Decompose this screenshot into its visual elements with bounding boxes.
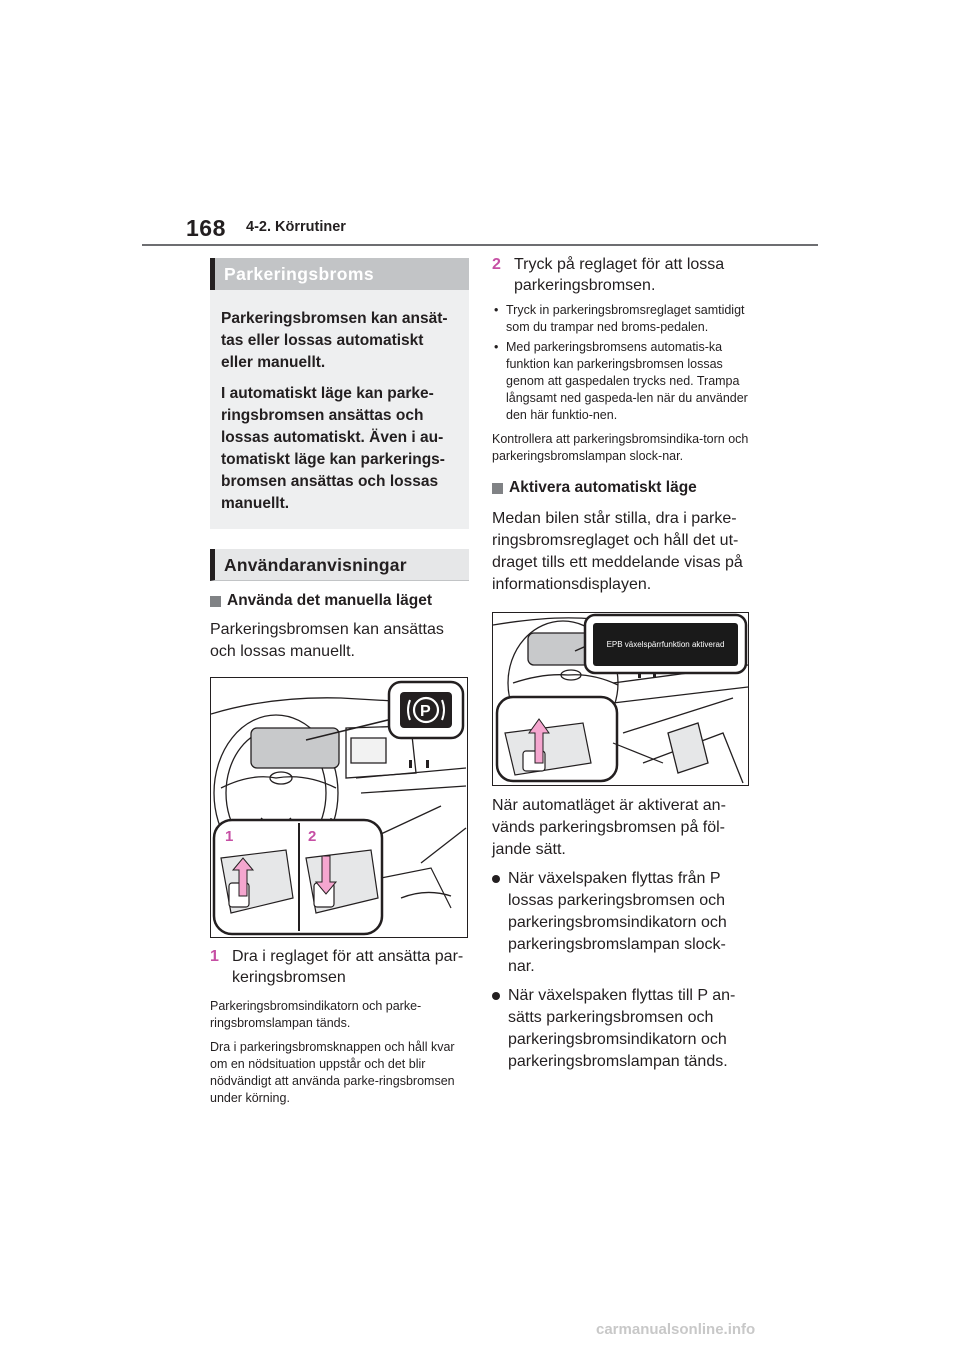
auto-mode-text: Medan bilen står stilla, dra i parke-ringsbromsreglaget och håll det ut-draget tills ett meddelande visas på informationsdisplayen. [492, 510, 743, 593]
step-2 [492, 254, 750, 296]
point-1-text: När växelspaken flyttas från P lossas parkeringsbromsen och parkeringsbromsindikatorn och parkeringsbromslampan slock-nar. [508, 870, 727, 975]
after-text: När automatläget är aktiverat an-vänds parkeringsbromsen på föl-jande sätt. [492, 797, 726, 858]
step-1 [210, 946, 469, 988]
figure-label-2: 2 [308, 828, 317, 845]
left-column [210, 258, 469, 1107]
intro-paragraph-1: Parkeringsbromsen kan ansät-tas eller lossas automatiskt eller manuellt. [221, 310, 448, 371]
manual-mode-text: Parkeringsbromsen kan ansättas och lossas manuellt. [210, 621, 444, 660]
parking-brake-title-bar [210, 258, 469, 290]
figure-label-1: 1 [225, 828, 234, 845]
bullet-1: • Tryck in parkeringsbromsreglaget samtidigt som du trampar ned broms-pedalen. [492, 302, 750, 336]
section-heading: 4-2. Körrutiner [246, 219, 346, 235]
manual-mode-heading [210, 591, 469, 611]
info-display-message: EPB växelspärrfunktion aktiverad [606, 640, 725, 649]
auto-mode-heading [492, 478, 750, 498]
point-2 [492, 985, 750, 1073]
step-2-number: 2 [492, 256, 501, 273]
bullet-dot-icon [492, 992, 500, 1000]
step-1-text: Dra i reglaget för att ansätta par-keringsbromsen [232, 948, 464, 986]
page-number: 168 [186, 215, 226, 241]
intro-paragraph-2: I automatiskt läge kan parke-ringsbromsen ansättas och lossas automatiskt. Även i au-tomatiskt läge kan parkerings-bromsen ansättas och lossas manuellt. [221, 385, 445, 512]
header-rule [142, 244, 818, 246]
manual-brake-illustration [211, 678, 467, 937]
point-1 [492, 868, 750, 978]
watermark: carmanualsonline.info [596, 1321, 756, 1338]
square-bullet-icon [210, 596, 221, 607]
note-2: Dra i parkeringsbromsknappen och håll kvar om en nödsituation uppstår och det blir nödvändigt att använda parke-ringsbromsen under körning. [210, 1040, 455, 1105]
bullet-dot-icon [492, 875, 500, 883]
point-2-text: När växelspaken flyttas till P an-sätts parkeringsbromsen och parkeringsbromsindikatorn och parkeringsbromslampan tänds. [508, 987, 736, 1070]
step-1-number: 1 [210, 948, 219, 965]
note-1: Parkeringsbromsindikatorn och parke-ringsbromslampan tänds. [210, 999, 422, 1030]
usage-title: Användaranvisningar [224, 555, 407, 575]
manual-brake-figure [210, 677, 468, 938]
usage-title-bar [210, 549, 469, 581]
check-text: Kontrollera att parkeringsbromsindika-torn och parkeringsbromslampan slock-nar. [492, 432, 749, 463]
auto-mode-heading-text: Aktivera automatiskt läge [509, 479, 697, 496]
square-bullet-icon [492, 483, 503, 494]
step-2-bullets [492, 302, 750, 424]
step-2-text: Tryck på reglaget för att lossa parkeringsbromsen. [514, 256, 725, 294]
bullet-2: • Med parkeringsbromsens automatis-ka funktion kan parkeringsbromsen lossas genom att gaspedalen trycks ned. Trampa långsamt ned gaspeda-len när du använder den här funktio-nen. [492, 339, 750, 424]
svg-text:P: P [420, 703, 431, 720]
auto-mode-figure [492, 612, 749, 786]
right-column [492, 254, 750, 1073]
intro-box [210, 290, 469, 529]
manual-mode-heading-text: Använda det manuella läget [227, 592, 432, 609]
parking-brake-title: Parkeringsbroms [224, 264, 374, 284]
